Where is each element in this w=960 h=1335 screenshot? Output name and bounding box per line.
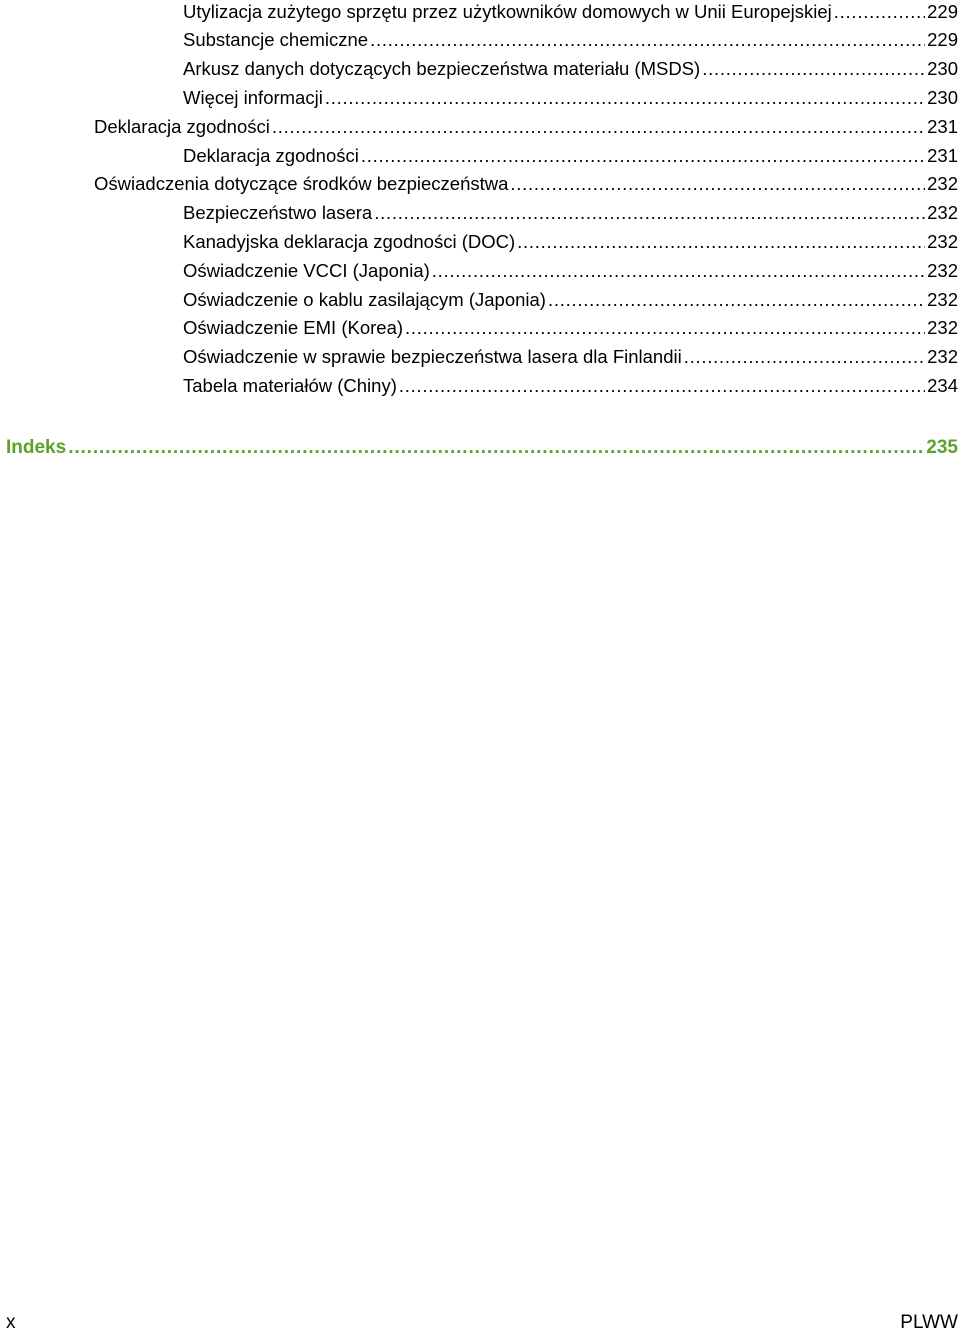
toc-entry-title: Tabela materiałów (Chiny) xyxy=(183,375,397,396)
toc-entry-page: 231 xyxy=(927,116,958,137)
toc-entry-page: 232 xyxy=(927,346,958,367)
toc-entry-kabel-zasilajacy[interactable] xyxy=(183,288,958,312)
toc-entry-title: Więcej informacji xyxy=(183,87,323,108)
toc-section-deklaracja-zgodnosci[interactable] xyxy=(94,115,958,139)
toc-entry-title: Substancje chemiczne xyxy=(183,29,369,50)
toc-entry-vcci[interactable] xyxy=(183,259,958,283)
toc-entry-wiecej-informacji[interactable] xyxy=(183,86,958,110)
toc-entry-page: 232 xyxy=(927,173,958,194)
toc-leader-dots xyxy=(68,436,924,460)
toc-chapter-page: 235 xyxy=(926,437,958,458)
toc-entry-title: Oświadczenie w sprawie bezpieczeństwa lasera dla Finlandii xyxy=(183,346,682,367)
toc-leader-dots xyxy=(702,57,925,81)
footer-doc-code: PLWW xyxy=(900,1312,958,1333)
toc-chapter-indeks[interactable] xyxy=(6,436,958,460)
toc-entry-title: Oświadczenie o kablu zasilającym (Japonia) xyxy=(183,289,546,310)
toc-chapter-title: Indeks xyxy=(6,437,67,458)
toc-entry-title: Oświadczenie VCCI (Japonia) xyxy=(183,260,430,281)
toc-leader-dots xyxy=(374,201,925,225)
toc-leader-dots xyxy=(405,316,925,340)
toc-entry-tabela-materialow[interactable] xyxy=(183,374,958,398)
toc-entry-page: 229 xyxy=(927,1,958,22)
toc-entry-title: Deklaracja zgodności xyxy=(183,145,359,166)
toc-leader-dots xyxy=(325,86,925,110)
toc-entry-title: Kanadyjska deklaracja zgodności (DOC) xyxy=(183,231,516,252)
toc-leader-dots xyxy=(432,259,925,283)
toc-entry-page: 230 xyxy=(927,58,958,79)
toc-entry-kanadyjska-deklaracja[interactable] xyxy=(183,230,958,254)
toc-entry-page: 230 xyxy=(927,87,958,108)
toc-entry-title: Bezpieczeństwo lasera xyxy=(183,202,373,223)
toc-leader-dots xyxy=(517,230,925,254)
toc-leader-dots xyxy=(510,172,925,196)
toc-entry-title: Deklaracja zgodności xyxy=(94,116,270,137)
toc-entry-substancje-chemiczne[interactable] xyxy=(183,28,958,52)
toc-entry-utylizacja[interactable] xyxy=(183,0,958,24)
toc-entry-bezpieczenstwo-lasera[interactable] xyxy=(183,201,958,225)
toc-entry-title: Oświadczenie EMI (Korea) xyxy=(183,317,404,338)
toc-entry-title: Utylizacja zużytego sprzętu przez użytkowników domowych w Unii Europejskiej xyxy=(183,1,832,22)
toc-entry-page: 232 xyxy=(927,289,958,310)
toc-entry-page: 232 xyxy=(927,260,958,281)
toc-entry-page: 231 xyxy=(927,145,958,166)
toc-entry-title: Oświadczenia dotyczące środków bezpieczeństwa xyxy=(94,173,509,194)
toc-leader-dots xyxy=(272,115,925,139)
toc-entry-deklaracja-zgodnosci[interactable] xyxy=(183,144,958,168)
toc-entry-page: 229 xyxy=(927,29,958,50)
toc-leader-dots xyxy=(370,28,925,52)
footer-page-number: x xyxy=(6,1312,16,1333)
toc-entry-page: 232 xyxy=(927,202,958,223)
toc-entry-page: 234 xyxy=(927,375,958,396)
toc-leader-dots xyxy=(684,345,925,369)
toc-leader-dots xyxy=(361,144,925,168)
toc-entry-laser-finlandia[interactable] xyxy=(183,345,958,369)
toc-section-oswiadczenia[interactable] xyxy=(94,172,958,196)
toc-leader-dots xyxy=(834,0,925,24)
toc-entry-msds[interactable] xyxy=(183,57,958,81)
toc-entry-page: 232 xyxy=(927,317,958,338)
toc-entry-page: 232 xyxy=(927,231,958,252)
toc-leader-dots xyxy=(399,374,925,398)
toc-entry-emi-korea[interactable] xyxy=(183,316,958,340)
toc-entry-title: Arkusz danych dotyczących bezpieczeństwa materiału (MSDS) xyxy=(183,58,701,79)
toc-leader-dots xyxy=(548,288,925,312)
